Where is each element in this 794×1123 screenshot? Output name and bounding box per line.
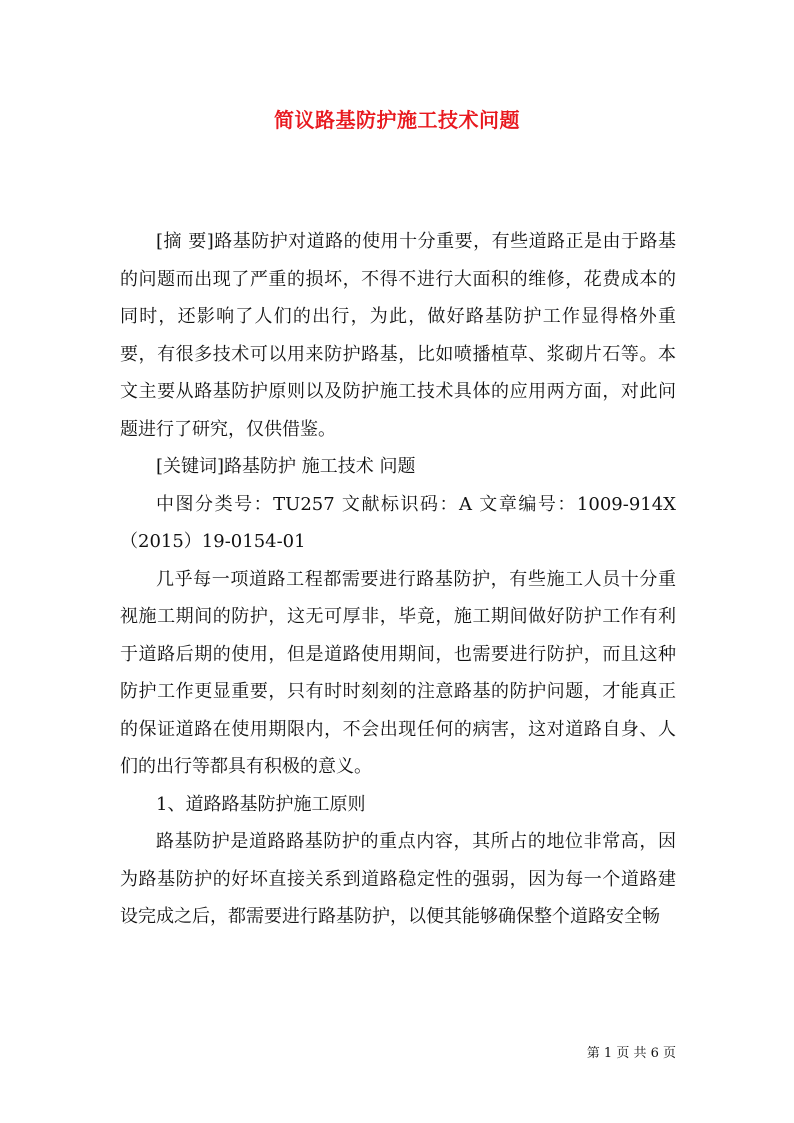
section-heading: 1、道路路基防护施工原则 <box>156 793 366 815</box>
document-body <box>120 223 676 936</box>
page-footer: 第 1 页 共 6 页 <box>586 1046 676 1061</box>
keywords-paragraph: [关键词]路基防护 施工技术 问题 <box>156 456 416 477</box>
abstract-paragraph: [摘 要]路基防护对道路的使用十分重要，有些道路正是由于路基的问题而出现了严重的损坏，不得不进行大面积的维修，花费成本的同时，还影响了人们的出行，为此，做好路基防护工作显得格外重要，有很多技术可以用来防护路基，比如喷播植草、浆砌片石等。本文主要从路基防护原则以及防护施工技术具体的应用两方面，对此问题进行了研究，仅供借鉴。 <box>120 231 676 440</box>
document-title: 简议路基防护施工技术问题 <box>274 108 520 132</box>
classification-paragraph: 中图分类号：TU257 文献标识码：A 文章编号：1009-914X（2015）19-0154-01 <box>120 493 676 552</box>
section-paragraph: 路基防护是道路路基防护的重点内容，其所占的地位非常高，因为路基防护的好坏直接关系到道路稳定性的强弱，因为每一个道路建设完成之后，都需要进行路基防护，以便其能够确保整个道路安全畅 <box>120 831 676 927</box>
intro-paragraph: 几乎每一项道路工程都需要进行路基防护，有些施工人员十分重视施工期间的防护，这无可厚非，毕竟，施工期间做好防护工作有利于道路后期的使用，但是道路使用期间，也需要进行防护，而且这种防护工作更显重要，只有时时刻刻的注意路基的防护问题，才能真正的保证道路在使用期限内，不会出现任何的病害，这对道路自身、人们的出行等都具有积极的意义。 <box>120 568 676 777</box>
